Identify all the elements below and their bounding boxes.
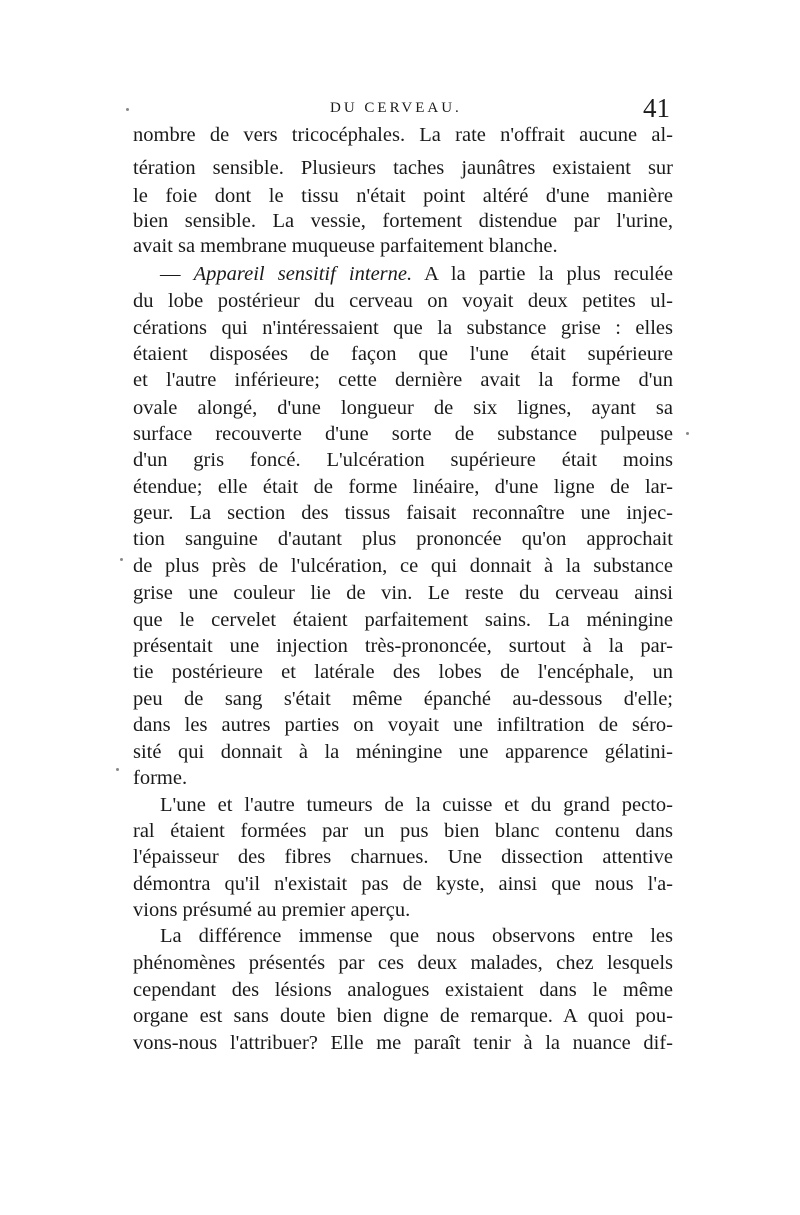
text-line: tération sensible. Plusieurs taches jaunâtres existaient sur	[133, 157, 673, 179]
text-line: dans les autres parties on voyait une infiltration de séro-	[133, 714, 673, 736]
em-dash: —	[160, 263, 194, 285]
text-line: organe est sans doute bien digne de remarque. A quoi pou-	[133, 1005, 673, 1027]
text-line-section-heading	[160, 261, 673, 287]
text-line: du lobe postérieur du cerveau on voyait deux petites ul-	[133, 290, 673, 312]
text-line: ral étaient formées par un pus bien blanc contenu dans	[133, 820, 673, 842]
text-line: forme.	[133, 767, 188, 789]
page-number: 41	[643, 93, 670, 123]
text-line: La différence immense que nous observons entre les	[160, 925, 673, 947]
text-line: peu de sang s'était même épanché au-dessous d'elle;	[133, 688, 673, 710]
text-line: bien sensible. La vessie, fortement distendue par l'urine,	[133, 210, 673, 232]
text-line: cependant des lésions analogues existaient dans le même	[133, 979, 673, 1001]
text-line: geur. La section des tissus faisait reconnaître une injec-	[133, 502, 673, 524]
text-line: phénomènes présentés par ces deux malades, chez lesquels	[133, 952, 673, 974]
text-run: A la partie la plus reculée	[412, 263, 674, 285]
text-line: et l'autre inférieure; cette dernière avait la forme d'un	[133, 369, 673, 391]
text-line: le foie dont le tissu n'était point altéré d'une manière	[133, 185, 673, 207]
section-heading: Appareil sensitif interne.	[193, 263, 413, 285]
text-line: grise une couleur lie de vin. Le reste du cerveau ainsi	[133, 582, 673, 604]
paper-speck	[116, 768, 119, 771]
text-line: présentait une injection très-prononcée, surtout à la par-	[133, 635, 673, 657]
text-line: démontra qu'il n'existait pas de kyste, ainsi que nous l'a-	[133, 873, 673, 895]
paper-speck	[686, 432, 689, 435]
text-line: que le cervelet étaient parfaitement sains. La méningine	[133, 609, 673, 631]
text-line: tie postérieure et latérale des lobes de l'encéphale, un	[133, 661, 673, 683]
text-line: vions présumé au premier aperçu.	[133, 899, 411, 921]
text-line: de plus près de l'ulcération, ce qui donnait à la substance	[133, 555, 673, 577]
text-line: cérations qui n'intéressaient que la substance grise : elles	[133, 317, 673, 339]
text-line: étendue; elle était de forme linéaire, d'une ligne de lar-	[133, 476, 673, 498]
running-title: DU CERVEAU.	[330, 100, 462, 116]
text-line: d'un gris foncé. L'ulcération supérieure était moins	[133, 449, 673, 471]
text-line: L'une et l'autre tumeurs de la cuisse et du grand pecto-	[160, 794, 673, 816]
text-line: étaient disposées de façon que l'une était supérieure	[133, 343, 673, 365]
text-line: ovale alongé, d'une longueur de six lignes, ayant sa	[133, 397, 673, 419]
text-line: sité qui donnait à la méningine une apparence gélatini-	[133, 741, 673, 763]
text-line: surface recouverte d'une sorte de substance pulpeuse	[133, 423, 673, 445]
paper-speck	[120, 558, 123, 561]
paper-speck	[126, 108, 129, 111]
text-line: nombre de vers tricocéphales. La rate n'offrait aucune al-	[133, 124, 673, 146]
text-line: avait sa membrane muqueuse parfaitement blanche.	[133, 235, 558, 257]
text-line: vons-nous l'attribuer? Elle me paraît tenir à la nuance dif-	[133, 1032, 673, 1054]
text-line: tion sanguine d'autant plus prononcée qu'on approchait	[133, 528, 673, 550]
text-line: l'épaisseur des fibres charnues. Une dissection attentive	[133, 846, 673, 868]
